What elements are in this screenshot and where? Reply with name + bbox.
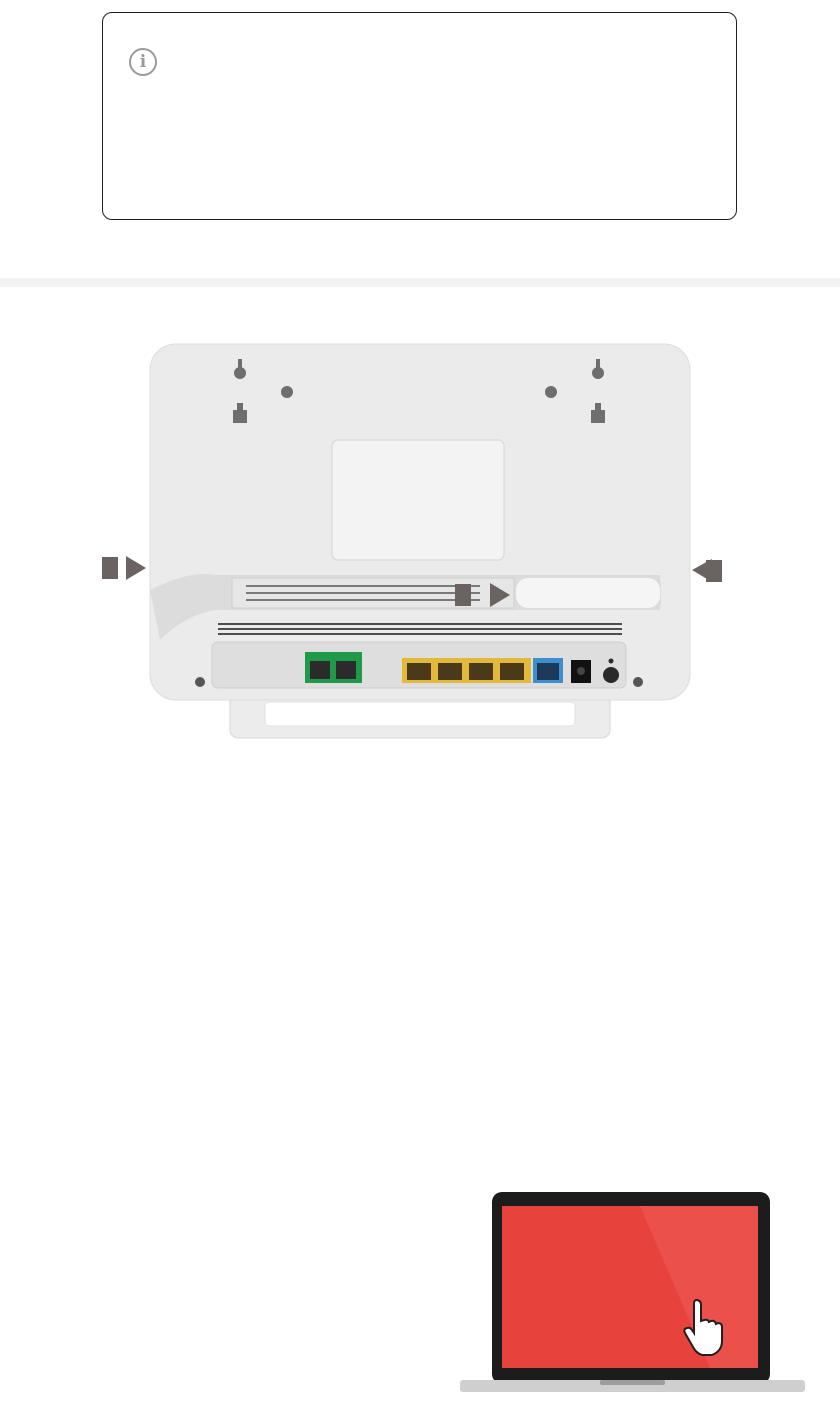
sfp-callout	[455, 584, 471, 606]
bridge-mode-notice	[102, 12, 737, 220]
power-port	[571, 660, 591, 683]
lan-ports	[402, 658, 531, 683]
usb-arrow	[126, 556, 146, 580]
phone-ports	[305, 652, 362, 683]
label-recess	[332, 440, 504, 560]
wan-port	[533, 658, 563, 683]
laptop-illustration	[460, 1190, 805, 1400]
section-divider	[0, 278, 840, 287]
wps-callout	[706, 560, 722, 582]
self-service-text	[102, 1188, 467, 1204]
usb-callout	[102, 557, 118, 579]
router-back-panel-diagram	[0, 330, 840, 745]
notice-body	[183, 47, 703, 63]
router-illustration	[0, 330, 840, 745]
info-icon: i	[129, 48, 157, 76]
